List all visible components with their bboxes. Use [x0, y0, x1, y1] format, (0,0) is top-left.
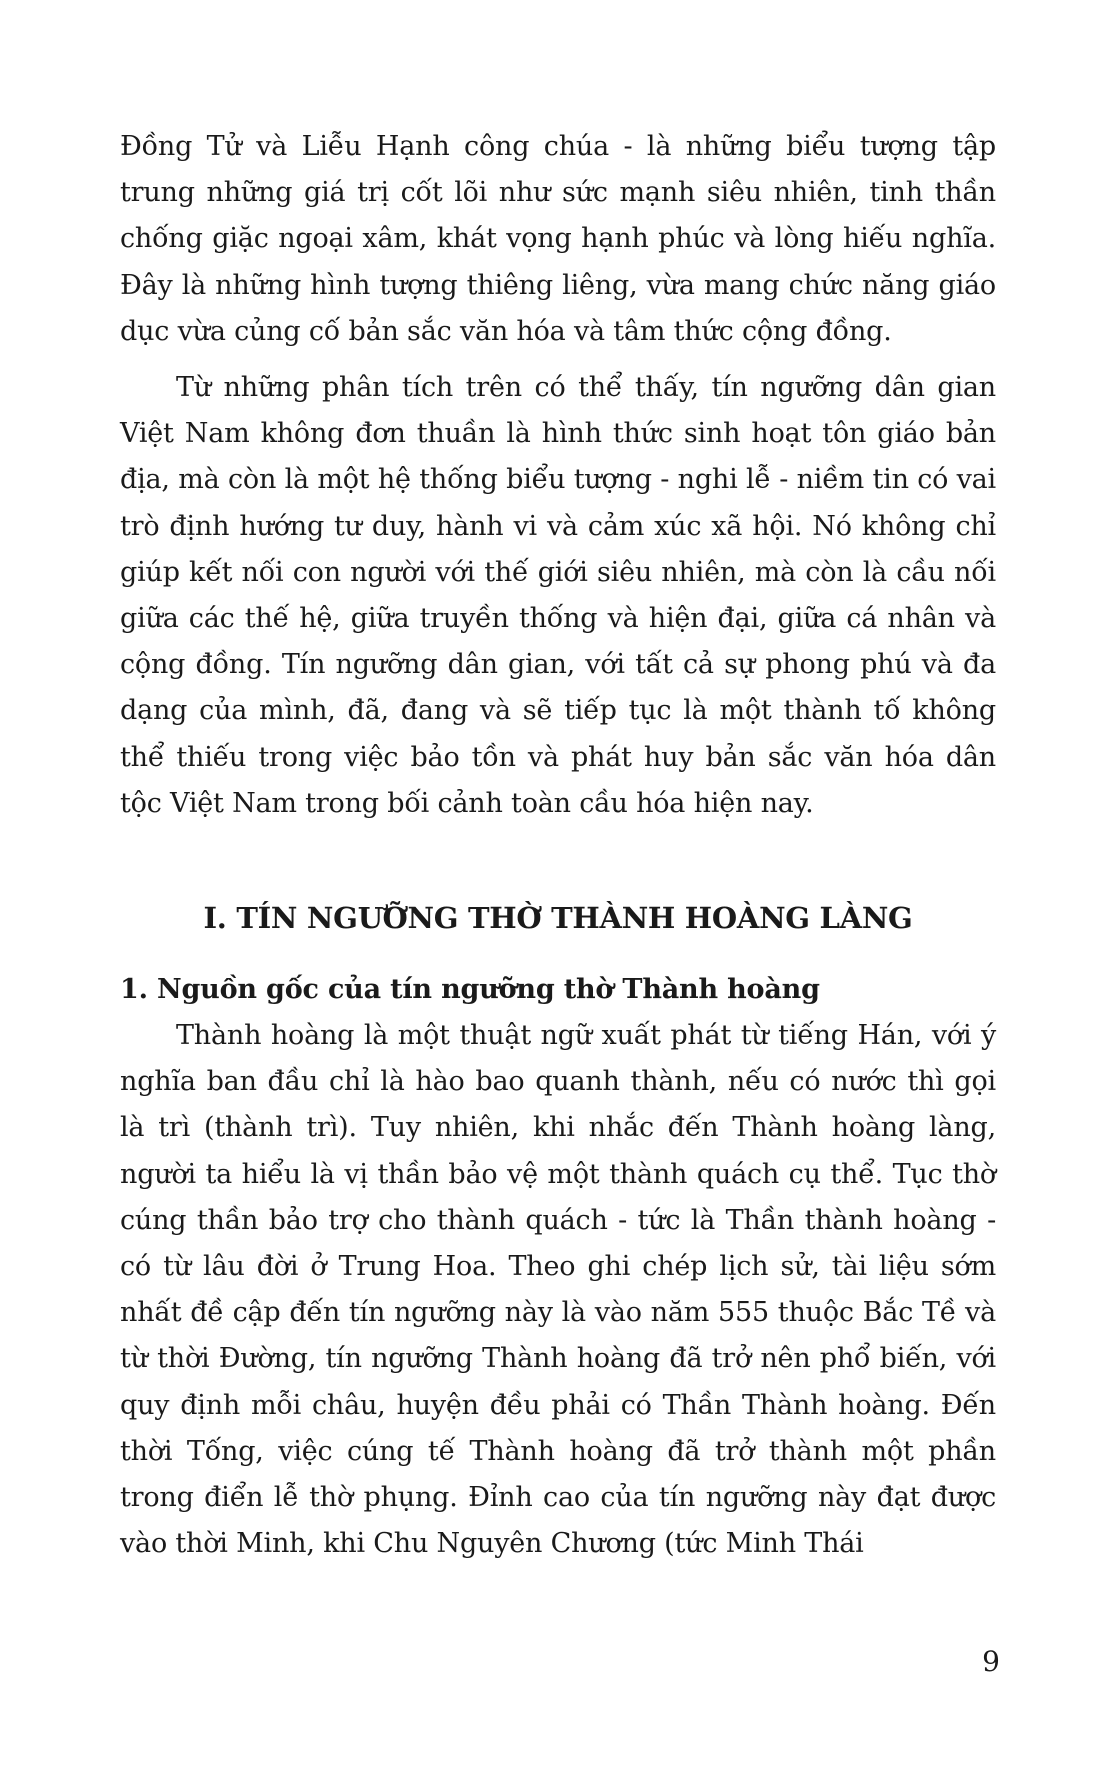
page-number: 9	[982, 1645, 1000, 1678]
body-paragraph: Thành hoàng là một thuật ngữ xuất phát từ tiếng Hán, với ý nghĩa ban đầu chỉ là hào bao quanh thành, nếu có nước thì gọi là trì (thành trì). Tuy nhiên, khi nhắc đến Thành hoàng làng, người ta hiểu là vị thần bảo vệ một thành quách cụ thể. Tục thờ cúng thần bảo trợ cho thành quách - tức là Thần thành hoàng - có từ lâu đời ở Trung Hoa. Theo ghi chép lịch sử, tài liệu sớm nhất đề cập đến tín ngưỡng này là vào năm 555 thuộc Bắc Tề và từ thời Đường, tín ngưỡng Thành hoàng đã trở nên phổ biến, với quy định mỗi châu, huyện đều phải có Thần Thành hoàng. Đến thời Tống, việc cúng tế Thành hoàng đã trở thành một phần trong điển lễ thờ phụng. Đỉnh cao của tín ngưỡng này đạt được vào thời Minh, khi Chu Nguyên Chương (tức Minh Thái	[120, 1020, 996, 1560]
body-paragraph: Đồng Tử và Liễu Hạnh công chúa - là những biểu tượng tập trung những giá trị cốt lõi như sức mạnh siêu nhiên, tinh thần chống giặc ngoại xâm, khát vọng hạnh phúc và lòng hiếu nghĩa. Đây là những hình tượng thiêng liêng, vừa mang chức năng giáo dục vừa củng cố bản sắc văn hóa và tâm thức cộng đồng.	[120, 131, 996, 347]
page-content	[120, 124, 996, 1567]
section-heading: I. TÍN NGƯỠNG THỜ THÀNH HOÀNG LÀNG	[203, 901, 913, 936]
body-paragraph: Từ những phân tích trên có thể thấy, tín ngưỡng dân gian Việt Nam không đơn thuần là hình thức sinh hoạt tôn giáo bản địa, mà còn là một hệ thống biểu tượng - nghi lễ - niềm tin có vai trò định hướng tư duy, hành vi và cảm xúc xã hội. Nó không chỉ giúp kết nối con người với thế giới siêu nhiên, mà còn là cầu nối giữa các thế hệ, giữa truyền thống và hiện đại, giữa cá nhân và cộng đồng. Tín ngưỡng dân gian, với tất cả sự phong phú và đa dạng của mình, đã, đang và sẽ tiếp tục là một thành tố không thể thiếu trong việc bảo tồn và phát huy bản sắc văn hóa dân tộc Việt Nam trong bối cảnh toàn cầu hóa hiện nay.	[120, 372, 996, 819]
subsection-heading: 1. Nguồn gốc của tín ngưỡng thờ Thành hoàng	[120, 974, 820, 1006]
